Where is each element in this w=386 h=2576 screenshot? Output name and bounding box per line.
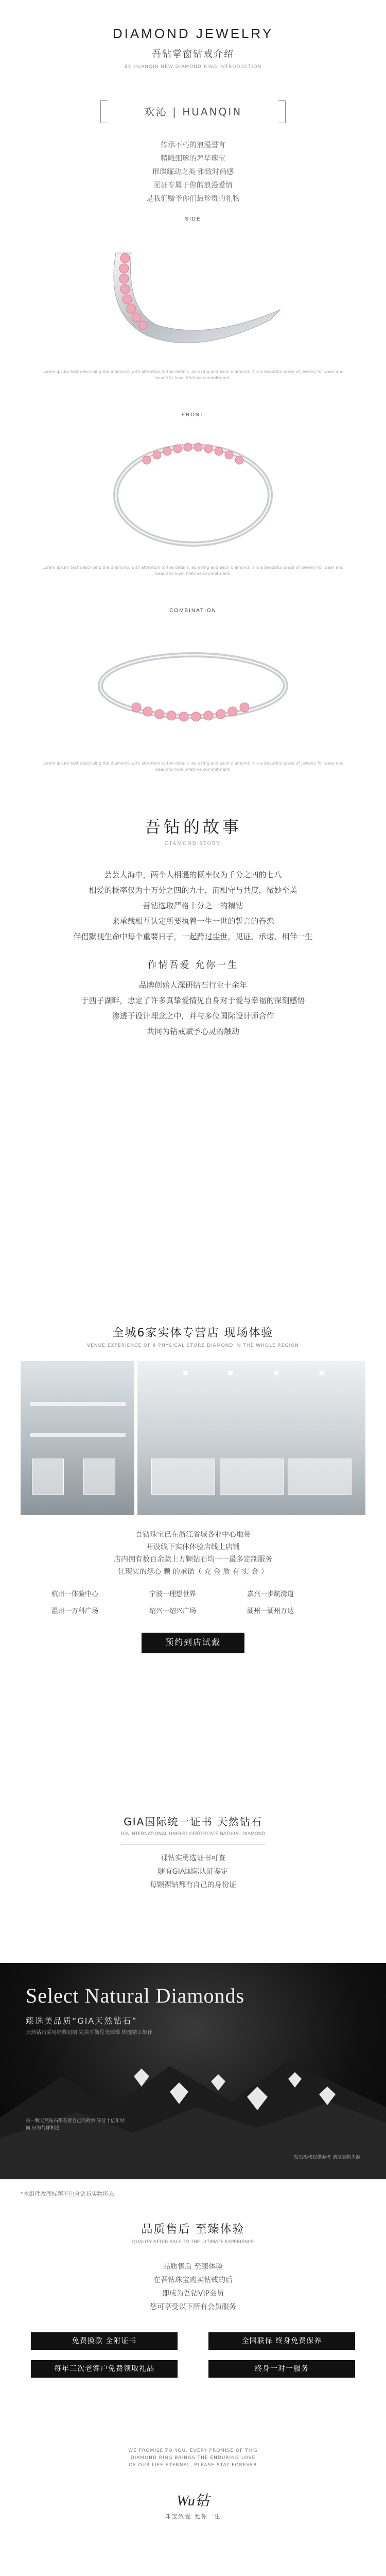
footer-line: WE PROMISE TO YOU, EVERY PROMISE OF THIS (128, 2448, 258, 2453)
city-list (46, 1588, 340, 1615)
service-badge: 全国联保 终身免费保养 (208, 2332, 355, 2350)
store-title: 全城6家实体专营店 现场体验 (112, 1327, 274, 1340)
banner-note: 每一颗天然钻石都有着自己的故事 等待十亿年时间 只为与你相遇 (26, 2119, 125, 2131)
ring-combination-image (85, 624, 301, 748)
view-side (0, 206, 386, 402)
brand-subtitle: BY HUANQIN NEW DIAMOND RING INTRODUCTION (124, 64, 262, 70)
welcome-text: 欢沁 | HUANQIN (144, 106, 242, 118)
store-line: 让现实的您心 颗 的承诺（ 充 金 质 有 实 合 ） (117, 1568, 269, 1576)
intro-section (0, 0, 386, 206)
city-item: 杭州一体验中心 (51, 1590, 99, 1598)
city-item: 嘉兴一步航湾道 (247, 1590, 294, 1598)
welcome-frame (100, 100, 286, 123)
view-caption: Lorem ipsum text describing the diamond, with attention to the details, as a ring and each diamond. It is a beautiful piece of jewelry for wear and beautiful love, lifetime commitment. (42, 761, 344, 772)
brand-title-cn: 吾钻掌窗钻戒介绍 (152, 49, 234, 60)
store-section (0, 1314, 386, 1808)
story-line: 伴侣默视生命中每个重要日子，一起跨过尘世，见证、承诺、相伴一生 (73, 932, 313, 941)
story-line: 品牌创始人深研钻石行业十余年 (138, 980, 247, 990)
story-line: 吾钻选取严格十分之一的精钻 (143, 901, 243, 910)
store-lines (0, 1529, 386, 1578)
story-line: 共同为钻戒赋予心灵的触动 (146, 1027, 239, 1036)
story-line: 芸芸人海中，两个人相遇的概率仅为千分之四的七八 (104, 870, 282, 879)
story-section (0, 793, 386, 1314)
store-photo (21, 1361, 134, 1515)
store-line: 店内拥有数百余款上万颗钻石均一一最多定制服务 (114, 1555, 272, 1564)
service-line: 您可享受以下所有会员服务 (150, 2303, 236, 2311)
story-line: 来承载相互认定所要执着一生一世的誓言的眷恋 (112, 917, 274, 926)
ring-front-image (85, 428, 301, 552)
gia-section (0, 1808, 386, 1963)
gia-line: 裸钻实勇选证书可查 (161, 1854, 225, 1862)
intro-line: 见证专属于你的浪漫爱情 (153, 181, 233, 190)
service-title: 品质售后 至臻体验 (141, 2223, 245, 2236)
gia-lines (0, 1852, 386, 1892)
city-item: 温州一万科广场 (51, 1607, 99, 1615)
store-line: 开设线下实体体验店线上店铺 (146, 1543, 240, 1551)
city-item: 宁波一理想世界 (149, 1590, 197, 1598)
view-caption: Lorem ipsum text describing the diamond, with attention to the details, as a ring and each diamond. It is a beautiful piece of jewelry for wear and beautiful love, lifetime commitment. (42, 369, 344, 380)
intro-line: 精雕细琢的奢华瑰宝 (161, 155, 225, 163)
story-line: 于西子湖畔，忠定了许多真挚爱情见自身对于爱与幸福的深刻感悟 (81, 996, 305, 1005)
service-section (0, 2210, 386, 2437)
banner-label: 钻石形状仅供参考 请以实物为准 (294, 2155, 360, 2160)
story-body (0, 867, 386, 1039)
city-item: 湖州一湖州万达 (247, 1607, 294, 1615)
banner-title: Select Natural Diamonds (26, 1984, 245, 2007)
view-caption: Lorem ipsum text describing the diamond, with attention to the details, as a ring and each diamond. It is a beautiful piece of jewelry for wear and beautiful love, lifetime commitment. (42, 565, 344, 576)
view-label: COMBINATION (169, 608, 217, 614)
story-line: 渗透于设计理念之中，并与多位国际设计师合作 (112, 1011, 274, 1021)
gia-title: GIA国际统一证书 天然钻石 (124, 1816, 262, 1828)
gia-line: 随有GIA国际认证鉴定 (157, 1868, 229, 1876)
ring-side-image (85, 232, 301, 356)
city-item: 绍兴一绍兴广场 (149, 1607, 197, 1615)
service-line: 在吾钻珠宝购买钻戒的后 (153, 2276, 233, 2284)
store-photos (21, 1361, 365, 1515)
store-line: 吾钻珠宝已在浙江省城各业中心地带 (135, 1531, 251, 1539)
store-subtitle: VENUE EXPERIENCE OF 6 PHYSICAL STORE DIAMOND IN THE WHOLE REGION (87, 1343, 299, 1348)
gia-subtitle: GIA INTERNATIONAL UNIFIED CERTIFICATE NATURAL DIAMOND (120, 1832, 266, 1837)
story-line: 相爱的概率仅为十万分之四的九十，而相守与共度，微妙至美 (89, 886, 297, 895)
footer (0, 2437, 386, 2576)
banner-subtitle: 臻选美品质“GIA天然钻石” (26, 2016, 137, 2026)
service-badge: 每年三次老客户免费领取礼品 (31, 2360, 178, 2378)
view-front (0, 402, 386, 598)
story-heading: 作情吾爱 允你一生 (147, 960, 239, 971)
service-lines (0, 2260, 386, 2314)
logo-mark: Wu钻 (177, 2493, 209, 2509)
service-badge: 免费换款 全附证书 (31, 2332, 178, 2350)
bracket-right-icon (278, 100, 286, 123)
view-combination (0, 598, 386, 793)
service-badges (31, 2332, 355, 2378)
intro-line: 传承不朽的浪漫誓言 (161, 141, 225, 149)
natural-diamond-banner (0, 1963, 386, 2179)
service-subtitle: QUALITY AFTER SALE TO THE ULTIMATE EXPERIENCE (132, 2240, 254, 2245)
footer-line: OF OUR LIFE ETERNAL, PLEASE STAY FOREVER (129, 2463, 257, 2468)
service-badge: 终身一对一服务 (208, 2360, 355, 2378)
story-subtitle: DIAMOND STORY (165, 841, 221, 846)
bracket-left-icon (100, 100, 108, 123)
gia-line: 每颗裸钻都有自己的身份证 (150, 1881, 236, 1889)
footer-line: DIAMOND RING BRINGS THE ENDURING LOVE (130, 2455, 256, 2461)
service-line: 即成为吾钻VIP会员 (162, 2290, 224, 2298)
book-visit-button[interactable]: 预约到店试戴 (142, 1633, 244, 1653)
story-title: 吾钻的故事 (144, 817, 242, 837)
brand-logo (154, 2489, 232, 2520)
view-label: SIDE (185, 216, 201, 222)
brand-title-en: DIAMOND JEWELRY (112, 26, 274, 41)
service-line: 品质售后 至臻体验 (163, 2263, 223, 2271)
intro-line: 璀璨耀动之美 雅致时尚感 (152, 168, 234, 176)
intro-line: 是我们赠予你们最珍贵的礼物 (146, 195, 240, 203)
logo-tagline: 珠宝致爱 允你一生 (165, 2513, 221, 2520)
store-photo (137, 1361, 365, 1515)
view-label: FRONT (181, 412, 205, 418)
banner-description: 天然钻石采用经典切割 完美平衡星光璀璨 体现精工细作 (26, 2030, 153, 2036)
intro-lines (0, 139, 386, 206)
disclaimer-text: *本组件改图标题不包含钻石实物形态 (21, 2191, 114, 2197)
